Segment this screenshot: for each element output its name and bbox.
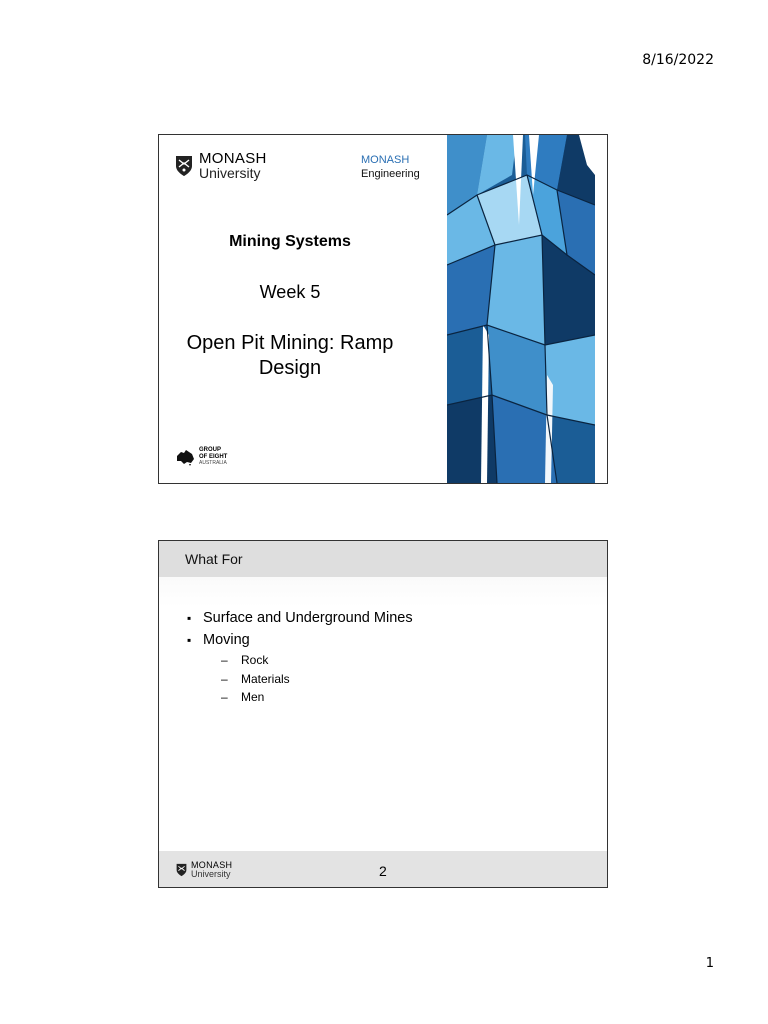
logo-line-university: University [199, 165, 261, 181]
bullet-item-label: Moving [203, 632, 250, 648]
bullet-item: ▪ Surface and Underground Mines [187, 607, 413, 629]
slide-number: 2 [379, 863, 387, 879]
content-slide [158, 540, 608, 888]
bullet-item [187, 629, 413, 707]
page-number: 1 [705, 956, 714, 971]
bullet-list [187, 607, 413, 707]
slide-footer [159, 851, 607, 887]
topic-line-1: Open Pit Mining: Ramp [186, 332, 394, 354]
blue-glass-facade-image [447, 135, 595, 483]
faculty-logo-monash: MONASH [361, 154, 410, 166]
sub-bullet-item: – Rock [221, 651, 413, 670]
sub-bullet-list [203, 651, 413, 707]
page-date: 8/16/2022 [642, 52, 714, 68]
slide-body [159, 577, 607, 851]
go8-line-3: AUSTRALIA [199, 460, 227, 466]
logo-line-monash: MONASH [199, 150, 267, 167]
footer-logo-university: University [191, 869, 231, 879]
topic-line-2: Design [258, 357, 322, 379]
group-of-eight-logo [175, 447, 227, 467]
faculty-logo-engineering: Engineering [361, 168, 420, 180]
slide-header [159, 541, 607, 577]
go8-line-1: GROUP [199, 447, 222, 453]
footer-monash-logo [176, 861, 232, 879]
slide-heading: What For [185, 551, 243, 567]
footer-logo-monash: MONASH [191, 860, 233, 870]
go8-line-2: OF EIGHT [199, 453, 228, 460]
course-title: Mining Systems [229, 233, 351, 250]
monash-university-logo [175, 152, 267, 180]
sub-bullet-item: – Men [221, 688, 413, 707]
sub-bullet-item: – Materials [221, 670, 413, 689]
week-label: Week 5 [259, 282, 321, 302]
monash-crest-icon [176, 863, 187, 877]
australia-map-icon [175, 448, 195, 466]
topic-title [159, 331, 421, 381]
monash-crest-icon [175, 155, 193, 177]
monash-engineering-logo [361, 153, 420, 181]
title-slide [158, 134, 608, 484]
